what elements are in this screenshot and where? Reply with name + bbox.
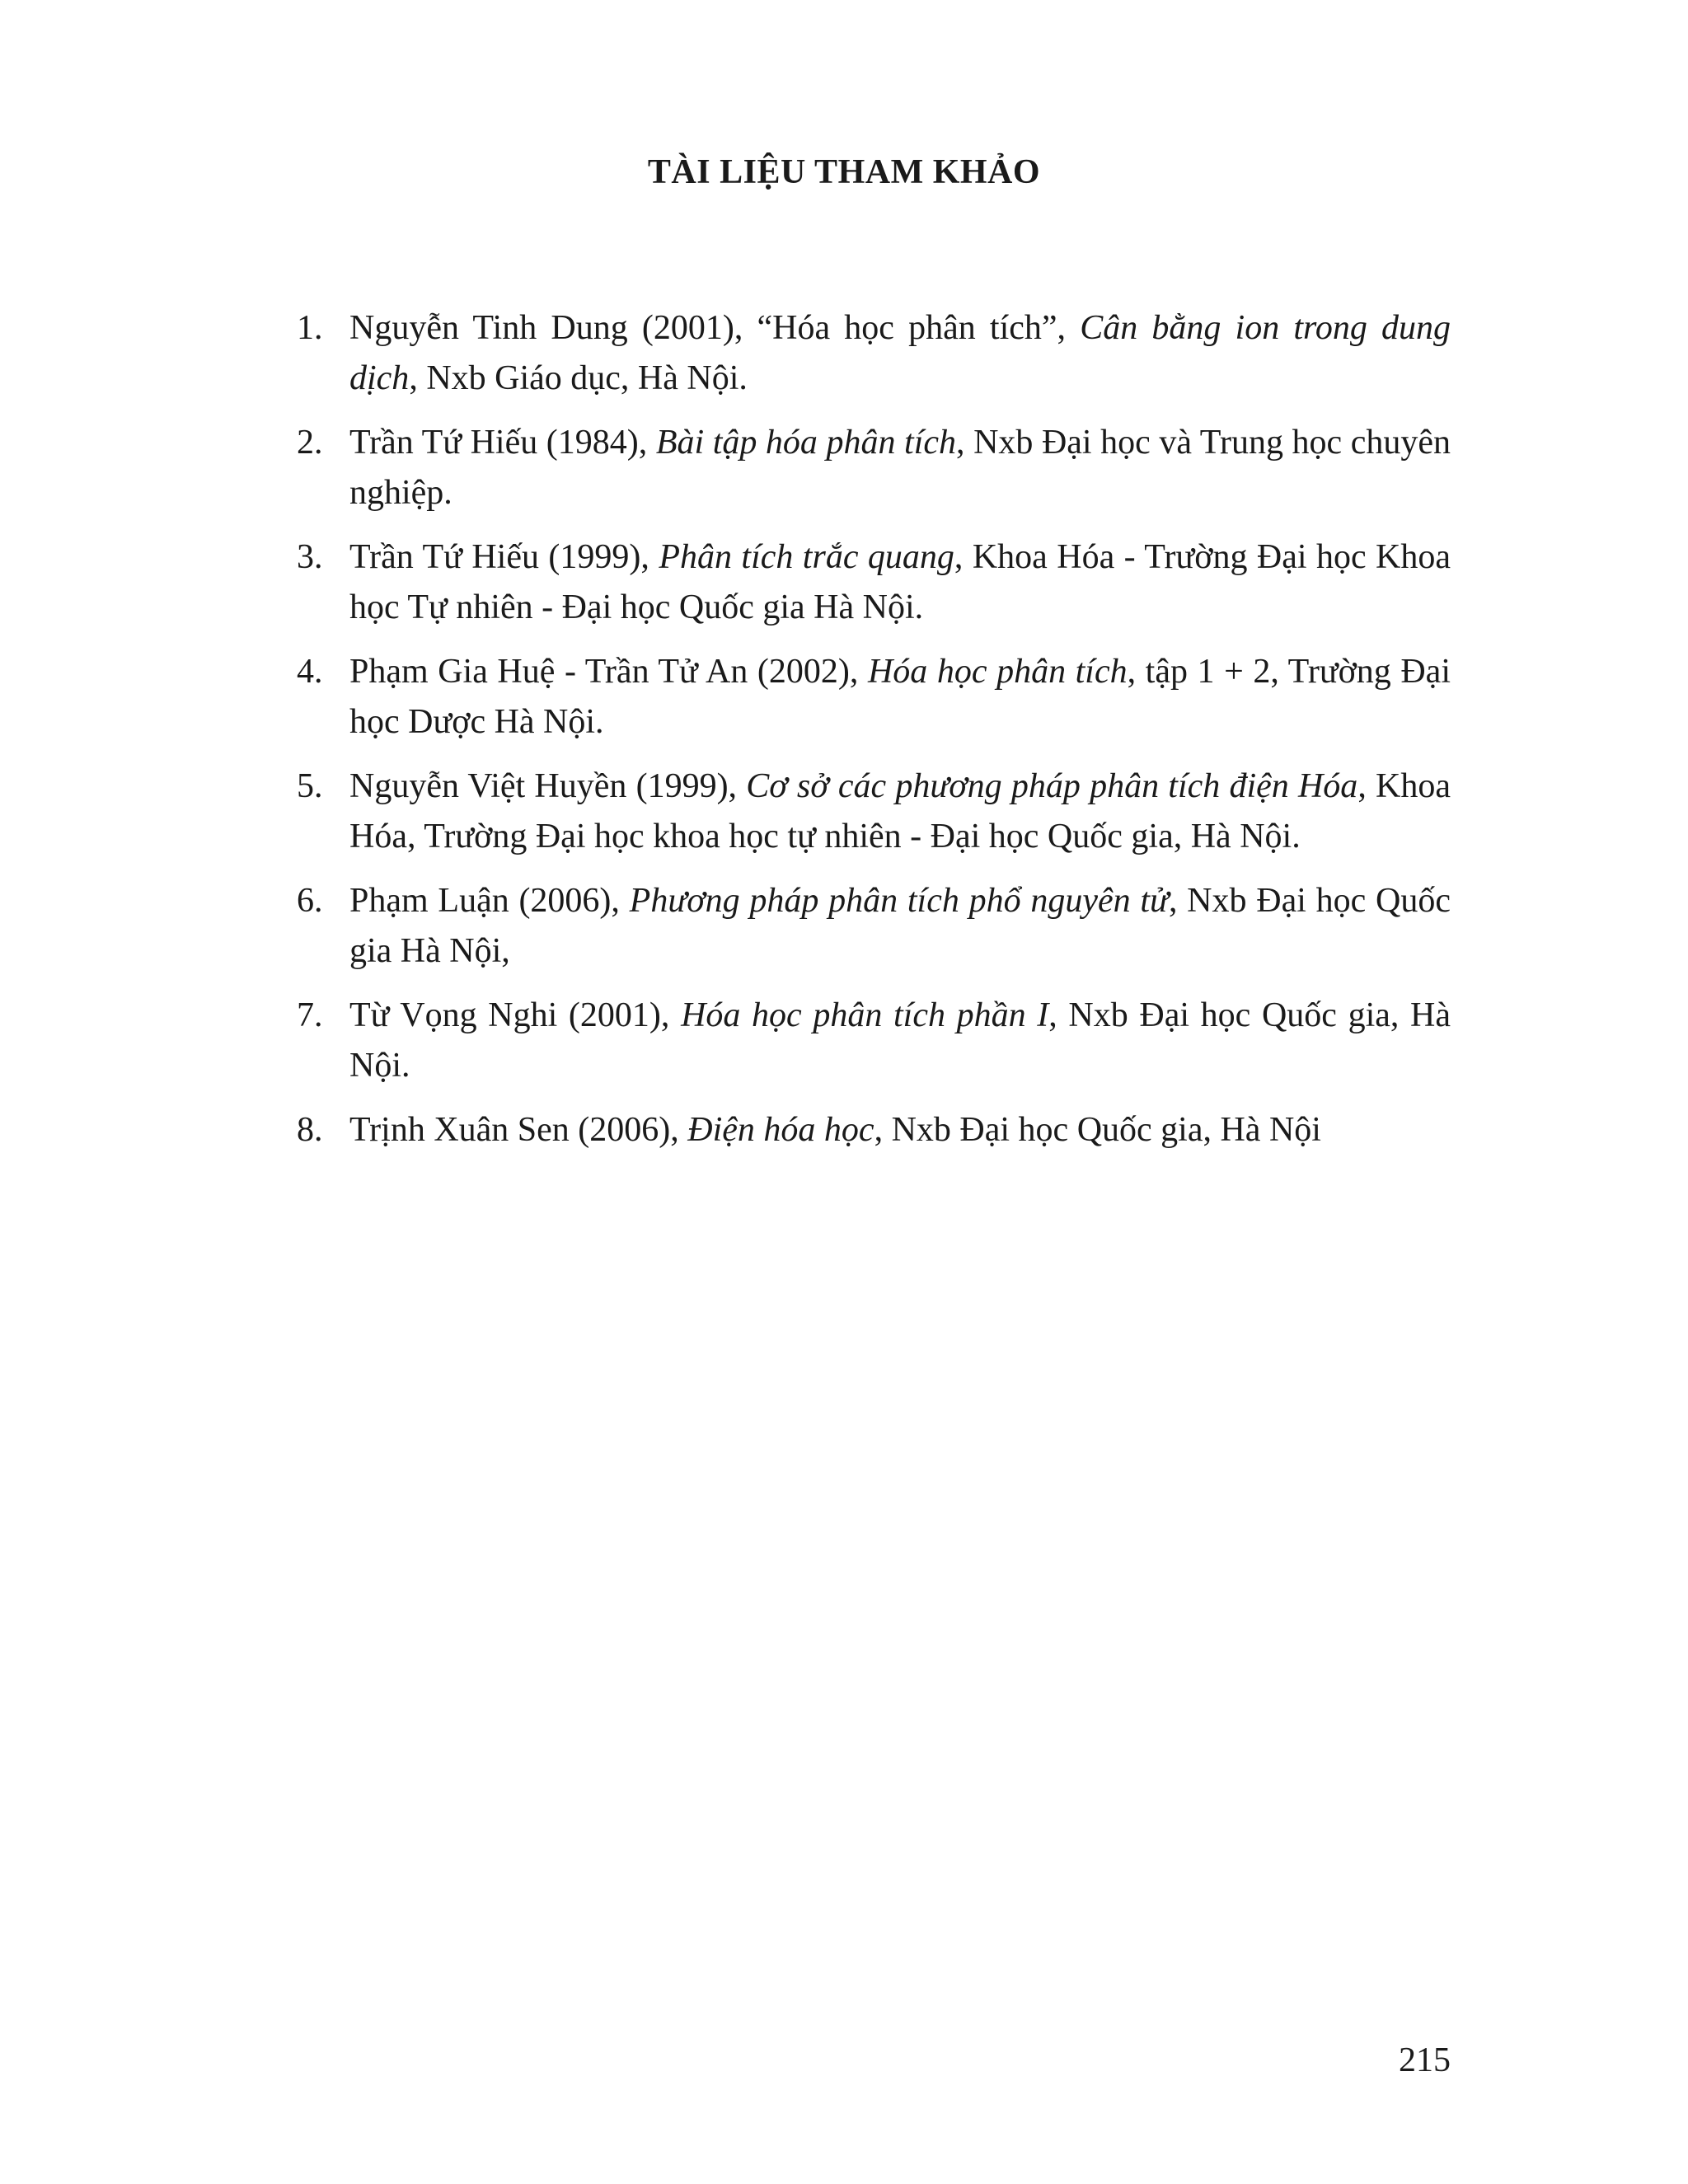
reference-text bbox=[349, 1111, 1321, 1149]
reference-authors: Từ Vọng Nghi (2001), bbox=[349, 996, 682, 1034]
reference-authors: Trần Tứ Hiếu (1999), bbox=[349, 538, 659, 576]
reference-number: 2. bbox=[297, 424, 323, 462]
page-title: TÀI LIỆU THAM KHẢO bbox=[647, 153, 1041, 191]
reference-text bbox=[349, 309, 1451, 397]
reference-authors: Trần Tứ Hiếu (1984), bbox=[349, 424, 656, 462]
reference-number: 1. bbox=[297, 309, 323, 347]
reference-item-6 bbox=[297, 876, 1451, 977]
reference-number: 6. bbox=[297, 882, 323, 920]
reference-item-8 bbox=[297, 1105, 1451, 1155]
reference-title: Phương pháp phân tích phổ nguyên tử bbox=[629, 882, 1169, 920]
reference-text bbox=[349, 653, 1451, 741]
reference-number: 8. bbox=[297, 1111, 323, 1149]
page-number: 215 bbox=[1399, 2041, 1451, 2079]
reference-authors: Nguyễn Việt Huyền (1999), bbox=[349, 767, 747, 805]
reference-publisher: , Khoa Hóa - Trường Đại học Khoa học Tự nhiên - Đại học Quốc gia Hà Nội. bbox=[349, 538, 1451, 626]
reference-publisher: , Khoa Hóa, Trường Đại học khoa học tự nhiên - Đại học Quốc gia, Hà Nội. bbox=[349, 767, 1451, 855]
reference-publisher: , Nxb Giáo dục, Hà Nội. bbox=[409, 359, 748, 397]
reference-list bbox=[297, 303, 1451, 1169]
reference-text bbox=[349, 996, 1451, 1085]
reference-title: Phân tích trắc quang bbox=[659, 538, 954, 576]
reference-item-2 bbox=[297, 418, 1451, 518]
reference-text bbox=[349, 882, 1451, 970]
reference-title: Bài tập hóa phân tích bbox=[655, 424, 957, 462]
reference-publisher: , Nxb Đại học và Trung học chuyên nghiệp. bbox=[349, 424, 1451, 512]
reference-number: 4. bbox=[297, 653, 323, 691]
reference-title: Hóa học phân tích bbox=[867, 653, 1128, 691]
reference-title: Cơ sở các phương pháp phân tích điện Hóa bbox=[746, 767, 1358, 805]
reference-publisher: , Nxb Đại học Quốc gia Hà Nội, bbox=[349, 882, 1451, 970]
reference-item-5 bbox=[297, 762, 1451, 862]
reference-authors: Phạm Luận (2006), bbox=[349, 882, 630, 920]
reference-text bbox=[349, 424, 1451, 512]
reference-authors: Nguyễn Tinh Dung (2001), “Hóa học phân tích”, bbox=[349, 309, 1081, 347]
reference-item-4 bbox=[297, 647, 1451, 748]
reference-authors: Phạm Gia Huệ - Trần Tử An (2002), bbox=[349, 653, 868, 691]
reference-text bbox=[349, 767, 1451, 855]
reference-publisher: , Nxb Đại học Quốc gia, Hà Nội. bbox=[349, 996, 1451, 1085]
reference-number: 7. bbox=[297, 996, 323, 1034]
reference-publisher: , Nxb Đại học Quốc gia, Hà Nội bbox=[874, 1111, 1321, 1149]
reference-number: 3. bbox=[297, 538, 323, 576]
reference-item-3 bbox=[297, 532, 1451, 633]
reference-title: Hóa học phân tích phần I bbox=[681, 996, 1049, 1034]
reference-publisher: , tập 1 + 2, Trường Đại học Dược Hà Nội. bbox=[349, 653, 1451, 741]
reference-number: 5. bbox=[297, 767, 323, 805]
reference-item-1 bbox=[297, 303, 1451, 404]
reference-title: Cân bằng ion trong dung dịch bbox=[349, 309, 1451, 397]
reference-title: Điện hóa học bbox=[687, 1111, 874, 1149]
reference-item-7 bbox=[297, 991, 1451, 1091]
reference-authors: Trịnh Xuân Sen (2006), bbox=[349, 1111, 688, 1149]
reference-text bbox=[349, 538, 1451, 626]
